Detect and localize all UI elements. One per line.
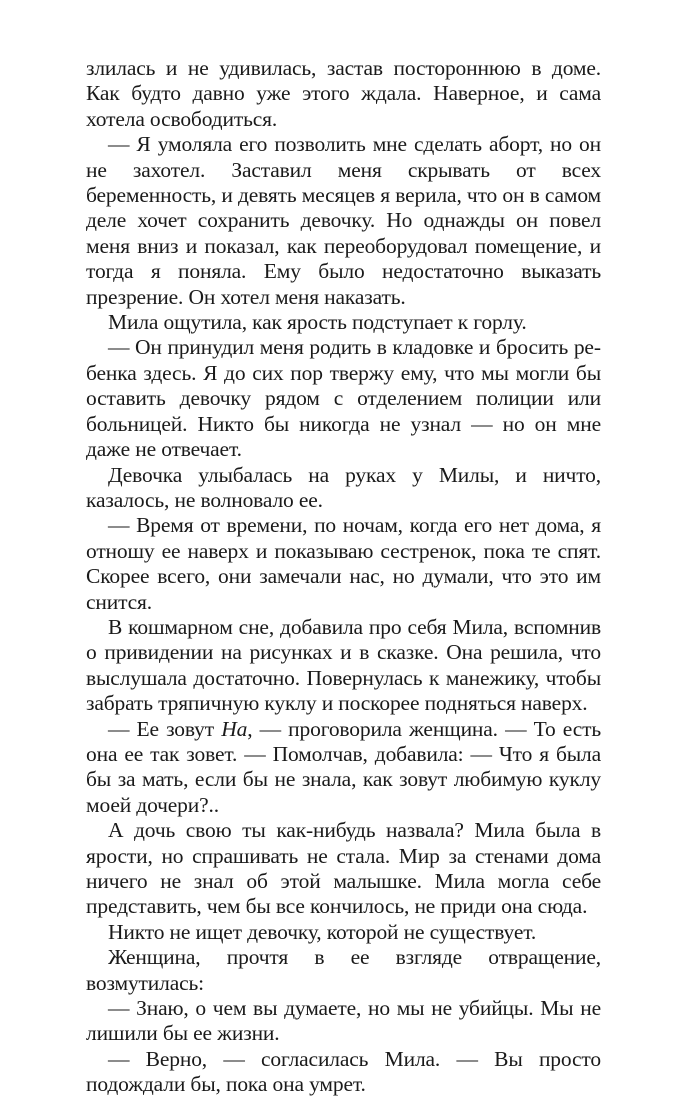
paragraph: Женщина, прочтя в ее взгляде отвращение, возмутилась: [86,945,601,995]
paragraph: — Время от времени, по ночам, когда его нет дома, я отношу ее наверх и показываю сестренок, пока те спят. Скорее всего, они замечали нас, но думали, что это им снится. [86,513,601,614]
paragraph: Никто не ищет девочку, которой не существует. [108,919,537,944]
paragraph: Девочка улыбалась на руках у Милы, и ничто, казалось, не волновало ее. [86,462,601,512]
paragraph: А дочь свою ты как-нибудь назвала? Мила была в ярости, но спрашивать не стала. Мир за стенами дома ничего не знал об этой малышке. Мила могла себе представить, чем бы все кончилось, не приди она сюда. [86,818,601,919]
paragraph: — Он принудил меня родить в кладовке и бросить ребенка здесь. Я до сих пор твержу ему, что мы могли бы оставить девочку рядом с отделением полиции или больницей. Никто бы никогда не узнал — но он мне даже не отвечает. [86,335,601,462]
paragraph: — Верно, — согласилась Мила. — Вы просто подождали бы, пока она умрет. [86,1046,601,1097]
book-page [86,56,601,1098]
paragraph: — Знаю, о чем вы думаете, но мы не убийцы. Мы не лишили бы ее жизни. [86,996,601,1046]
paragraph: — Ее зовут На, — проговорила женщина. — То есть она ее так зовет. — Помолчав, добавила: — Что я была бы за мать, если бы не знала, как зовут любимую куклу моей дочери?.. [86,716,601,817]
paragraph: злилась и не удивилась, застав постороннюю в доме. Как будто давно уже этого ждала. Наверное, и сама хотела освободиться. [86,56,601,131]
paragraph: — Я умоляла его позволить мне сделать аборт, но он не захотел. Заставил меня скрывать от всех беременность, и девять месяцев я верила, что он в самом деле хочет сохранить девочку. Но однажды он повел меня вниз и показал, как переоборудовал помещение, и тогда я поняла. Ему было недостаточно выказать презрение. Он хотел меня наказать. [86,132,601,309]
doll-name: На [221,716,248,741]
paragraph: Мила ощутила, как ярость подступает к горлу. [108,310,527,335]
paragraph: В кошмарном сне, добавила про себя Мила, вспомнив о привидении на рисунках и в сказке. Она решила, что выслушала достаточно. Повернулась к манежику, чтобы забрать тряпичную куклу и поскорее подняться наверх. [86,614,601,716]
